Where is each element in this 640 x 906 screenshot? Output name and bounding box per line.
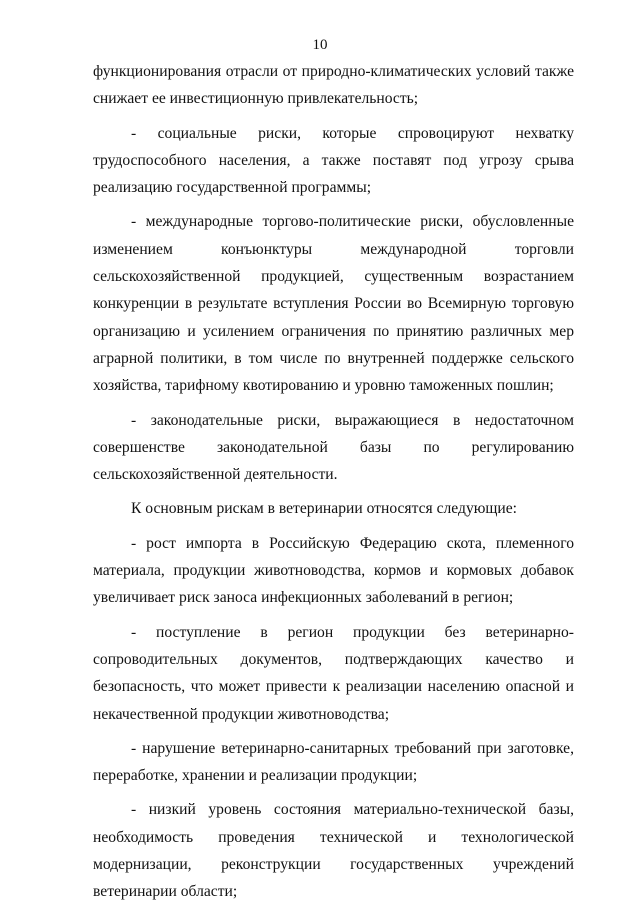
paragraph-1: функционирования отрасли от природно-климатических условий также снижает ее инвестиционную привлекательность; [93, 63, 574, 108]
paragraph-2: - социальные риски, которые спровоцируют нехватку трудоспособного населения, а также поставят под угрозу срыва реализацию государственной программы; [93, 124, 574, 197]
paragraph-4: - законодательные риски, выражающиеся в недостаточном совершенстве законодательной базы по регулированию сельскохозяйственной деятельности. [93, 411, 574, 484]
paragraph-8: - нарушение ветеринарно-санитарных требований при заготовке, переработке, хранении и реализации продукции; [93, 739, 574, 785]
body-text [93, 58, 574, 906]
page-number: 10 [312, 37, 328, 53]
paragraph-7: - поступление в регион продукции без ветеринарно-сопроводительных документов, подтверждающих качество и безопасность, что может привести к реализации населению опасной и некачественной продукции животноводства; [93, 623, 574, 723]
paragraph-3: - международные торгово-политические риски, обусловленные изменением конъюнктуры международной торговли сельскохозяйственной продукцией, существенным возрастанием конкуренции в результате вступления России во Всемирную торговую организацию и усилением ограничения по принятию различных мер аграрной политики, в том числе по внутренней поддержке сельского хозяйства, тарифному квотированию и уровню таможенных пошлин; [93, 213, 574, 395]
paragraph-9: - низкий уровень состояния материально-технической базы, необходимость проведения технической и технологической модернизации, реконструкции государственных учреждений ветеринарии области; [93, 801, 574, 901]
paragraph-6: - рост импорта в Российскую Федерацию скота, племенного материала, продукции животноводства, кормов и кормовых добавок увеличивает риск заноса инфекционных заболеваний в регион; [93, 534, 574, 607]
paragraph-5: К основным рискам в ветеринарии относятся следующие: [131, 500, 518, 518]
